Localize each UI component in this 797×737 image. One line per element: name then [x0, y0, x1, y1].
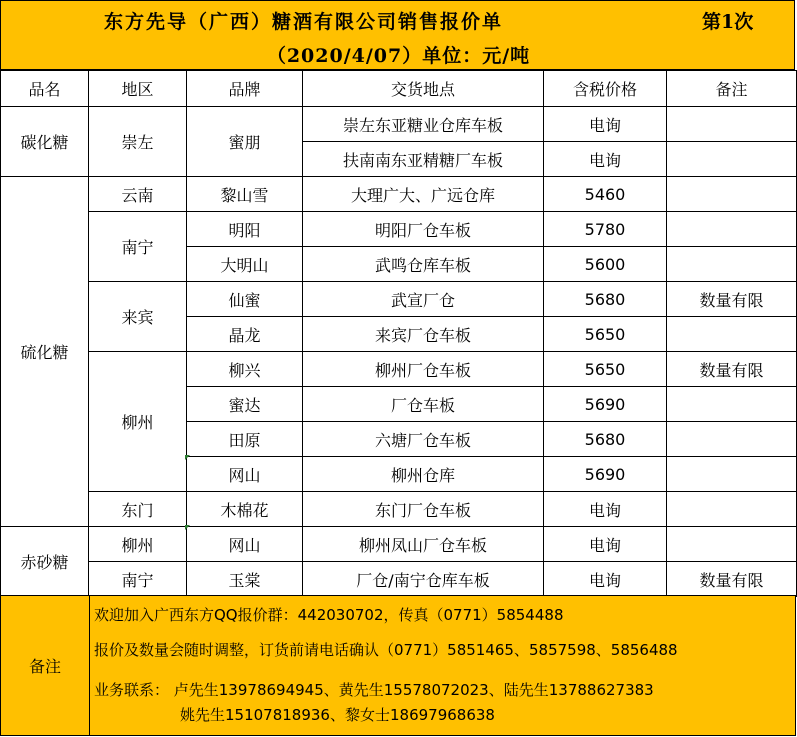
price-cell: 电询 [544, 142, 667, 177]
brand-cell: 蜜达 [187, 387, 303, 422]
product-group-cell: 赤砂糖 [1, 527, 89, 597]
delivery-cell: 扶南南东亚精糖厂车板 [303, 142, 544, 177]
price-cell: 5460 [544, 177, 667, 212]
delivery-cell: 大理广大、广远仓库 [303, 177, 544, 212]
delivery-cell: 厂仓车板 [303, 387, 544, 422]
price-cell: 5690 [544, 457, 667, 492]
table-row [1, 492, 797, 527]
table-row [1, 177, 797, 212]
price-cell: 电询 [544, 527, 667, 562]
note-cell [667, 107, 797, 142]
brand-cell: 柳兴 [187, 352, 303, 387]
note-cell [667, 142, 797, 177]
region-cell: 南宁 [89, 212, 187, 282]
region-cell: 东门 [89, 492, 187, 527]
price-cell: 5650 [544, 317, 667, 352]
product-group-cell: 硫化糖 [1, 177, 89, 527]
sheet-title: 东方先导（广西）糖酒有限公司销售报价单 [104, 11, 504, 33]
delivery-cell: 六塘厂仓车板 [303, 422, 544, 457]
note-cell [667, 422, 797, 457]
note-cell: 数量有限 [667, 282, 797, 317]
table-row [1, 562, 797, 597]
column-header-price: 含税价格 [544, 71, 667, 107]
note-cell [667, 527, 797, 562]
price-cell: 5780 [544, 212, 667, 247]
price-cell: 电询 [544, 107, 667, 142]
date-unit-subtitle: （2020/4/07）单位：元/吨 [266, 45, 531, 67]
note-cell [667, 247, 797, 282]
delivery-cell: 柳州厂仓车板 [303, 352, 544, 387]
region-cell: 柳州 [89, 352, 187, 492]
product-group-cell: 碳化糖 [1, 107, 89, 177]
qq-group-note: 欢迎加入广西东方QQ报价群：442030702，传真（0771）5854488 [94, 606, 564, 624]
region-cell: 来宾 [89, 282, 187, 352]
column-header-product: 品名 [1, 71, 89, 107]
note-cell [667, 317, 797, 352]
brand-cell: 网山 [187, 457, 303, 492]
contact-note-line2: 姚先生15107818936、黎女士18697968638 [180, 706, 495, 724]
delivery-cell: 来宾厂仓车板 [303, 317, 544, 352]
note-cell [667, 177, 797, 212]
brand-cell: 田原 [187, 422, 303, 457]
column-header-note: 备注 [667, 71, 797, 107]
region-cell: 云南 [89, 177, 187, 212]
brand-cell: 仙蜜 [187, 282, 303, 317]
brand-cell: 玉棠 [187, 562, 303, 597]
cell-comment-marker [185, 455, 190, 460]
column-header-brand: 品牌 [187, 71, 303, 107]
brand-cell: 大明山 [187, 247, 303, 282]
price-cell: 电询 [544, 492, 667, 527]
price-cell: 5690 [544, 387, 667, 422]
note-cell: 数量有限 [667, 352, 797, 387]
brand-cell: 木棉花 [187, 492, 303, 527]
delivery-cell: 武宣厂仓 [303, 282, 544, 317]
delivery-cell: 柳州仓库 [303, 457, 544, 492]
note-cell [667, 457, 797, 492]
notes-label: 备注 [1, 596, 90, 735]
column-header-region: 地区 [89, 71, 187, 107]
price-cell: 5680 [544, 282, 667, 317]
table-row [1, 527, 797, 562]
brand-cell: 黎山雪 [187, 177, 303, 212]
delivery-cell: 厂仓/南宁仓库车板 [303, 562, 544, 597]
note-cell [667, 492, 797, 527]
table-row [1, 352, 797, 387]
delivery-cell: 柳州凤山厂仓车板 [303, 527, 544, 562]
brand-cell: 晶龙 [187, 317, 303, 352]
region-cell: 南宁 [89, 562, 187, 597]
column-header-delivery: 交货地点 [303, 71, 544, 107]
brand-cell: 蜜朋 [187, 107, 303, 177]
price-cell: 电询 [544, 562, 667, 597]
price-cell: 5600 [544, 247, 667, 282]
note-cell [667, 212, 797, 247]
table-row [1, 212, 797, 247]
edition-label: 第1次 [702, 11, 754, 33]
price-table [0, 70, 797, 597]
contact-note-line1: 业务联系： 卢先生13978694945、黄先生15578072023、陆先生13788627383 [94, 681, 654, 699]
price-adjust-note: 报价及数量会随时调整，订货前请电话确认（0771）5851465、5857598、5856488 [94, 641, 678, 659]
sheet-header [0, 0, 795, 70]
delivery-cell: 明阳厂仓车板 [303, 212, 544, 247]
region-cell: 柳州 [89, 527, 187, 562]
notes-section [0, 595, 796, 736]
delivery-cell: 东门厂仓车板 [303, 492, 544, 527]
region-cell: 崇左 [89, 107, 187, 177]
delivery-cell: 武鸣仓库车板 [303, 247, 544, 282]
brand-cell: 网山 [187, 527, 303, 562]
table-row [1, 107, 797, 142]
delivery-cell: 崇左东亚糖业仓库车板 [303, 107, 544, 142]
brand-cell: 明阳 [187, 212, 303, 247]
price-cell: 5650 [544, 352, 667, 387]
cell-comment-marker [185, 525, 190, 530]
table-row [1, 282, 797, 317]
note-cell [667, 387, 797, 422]
price-cell: 5680 [544, 422, 667, 457]
note-cell: 数量有限 [667, 562, 797, 597]
table-header-row [1, 71, 797, 107]
